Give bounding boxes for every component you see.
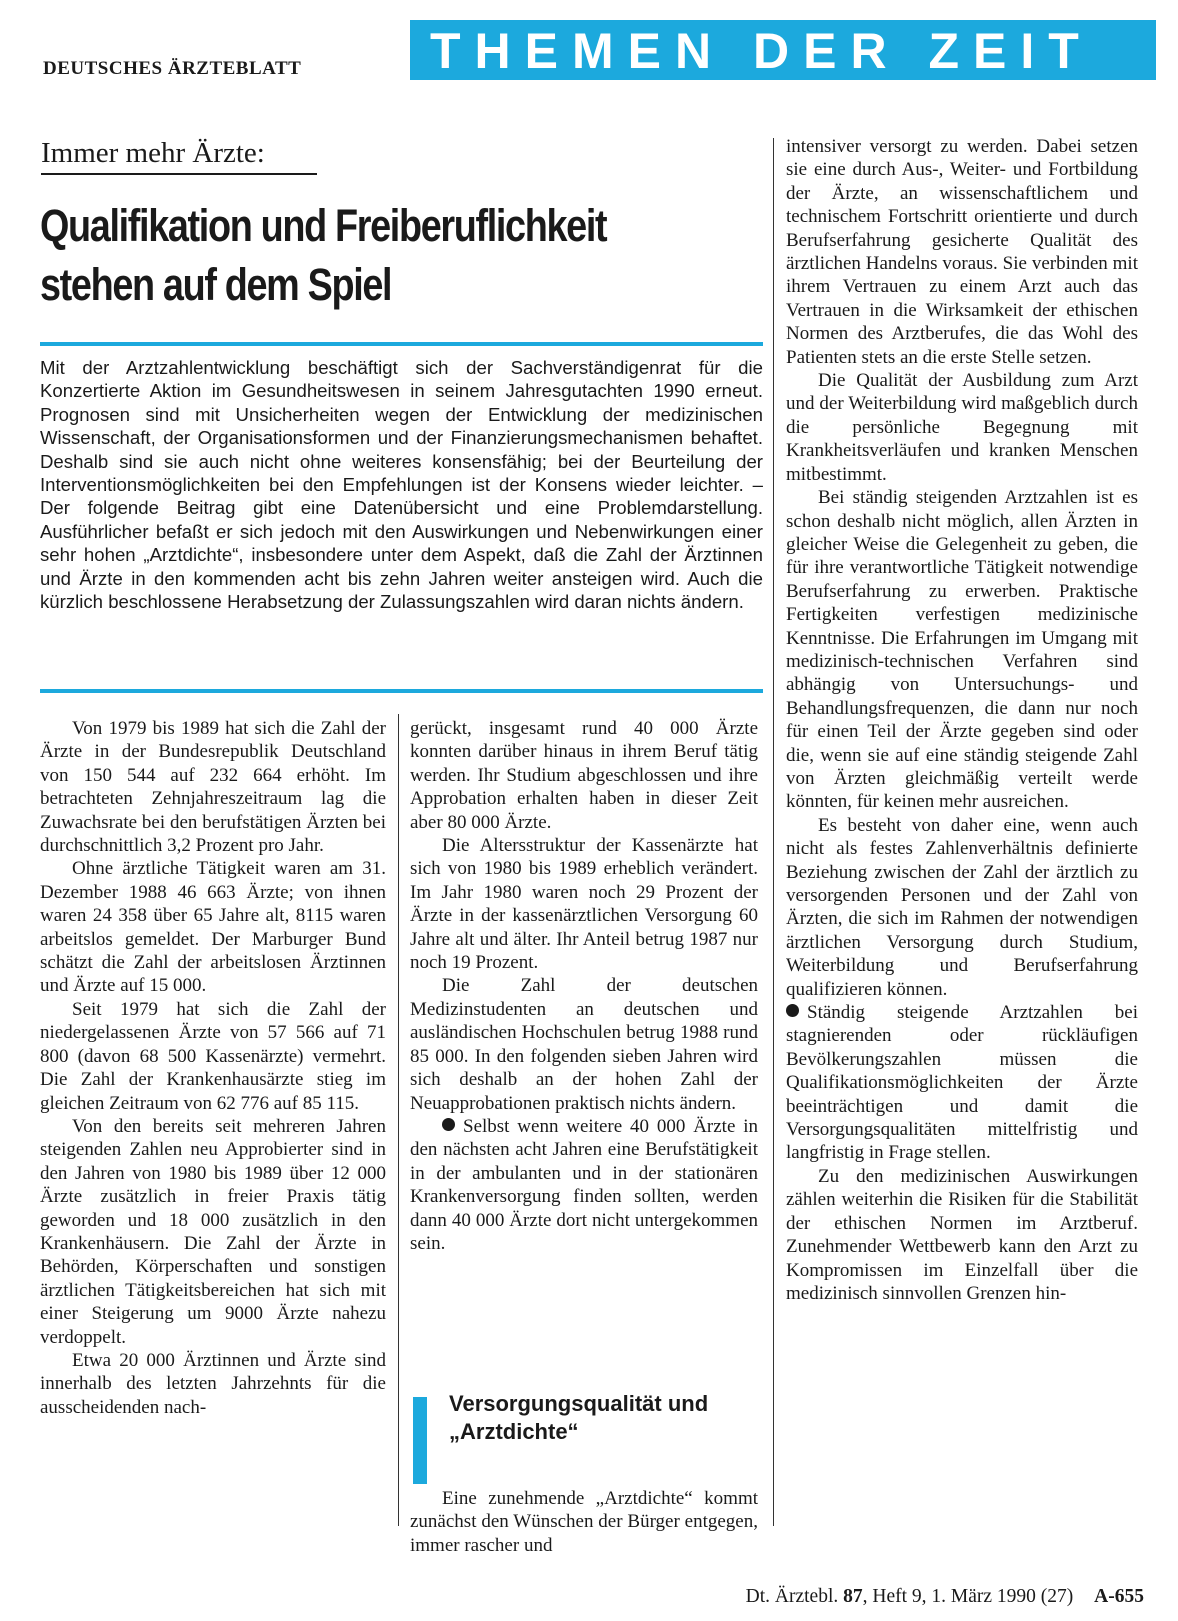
bullet-text: Ständig steigende Arztzahlen bei stagnierenden oder rückläufigen Bevölkerungszahlen müssen die Qualifikationsmöglichkeiten der Ärzte beeinträchtigen und damit die Versorgungsqualitäten mittelfristig und langfristig in Frage stellen.	[786, 1002, 1138, 1164]
journal-abbrev: Dt. Ärztebl.	[745, 1586, 839, 1607]
issue-info: , Heft 9, 1. März 1990 (27)	[862, 1586, 1074, 1607]
page-footer	[746, 1586, 1144, 1608]
headline-line-2: stehen auf dem Spiel	[40, 259, 392, 310]
journal-volume: 87	[843, 1586, 863, 1607]
paragraph: Von 1979 bis 1989 hat sich die Zahl der Ärzte in der Bundesrepublik Deutschland von 150 544 auf 232 664 erhöht. Im betrachteten Zehnjahreszeitraum lag die Zuwachsrate bei den berufstätigen Ärzten bei durchschnittlich 3,2 Prozent pro Jahr.	[40, 718, 386, 857]
paragraph: Die Qualität der Ausbildung zum Arzt und der Weiterbildung wird maßgeblich durch die persönliche Begegnung mit Krankheitsverläufen und kranken Menschen mitbestimmt.	[786, 370, 1138, 485]
paragraph: Die Altersstruktur der Kassenärzte hat sich von 1980 bis 1989 erheblich verändert. Im Jahr 1980 waren noch 29 Prozent der Ärzte in der kassenärztlichen Versorgung 60 Jahre alt und älter. Ihr Anteil betrug 1987 nur noch 19 Prozent.	[410, 835, 758, 974]
paragraph: Es besteht von daher eine, wenn auch nicht als festes Zahlenverhältnis definierte Beziehung zwischen der Zahl der ärztlich zu versorgenden Personen und der Zahl von Ärzten, die sich im Rahmen der notwendigen ärztlichen Versorgung durch Studium, Weiterbildung und Berufserfahrung qualifizieren können.	[786, 814, 1138, 1000]
body-column-3	[786, 135, 1138, 1305]
bullet-text: Selbst wenn weitere 40 000 Ärzte in den nächsten acht Jahren eine Berufstätigkeit in der ambulanten und in der stationären Krankenversorgung finden sollten, werden dann 40 000 Ärzte dort nicht untergekommen sein.	[410, 1115, 758, 1254]
article-headline	[40, 196, 653, 314]
bullet-paragraph	[786, 1001, 1138, 1165]
body-column-2	[410, 717, 758, 1255]
bullet-paragraph	[410, 1115, 758, 1255]
abstract-top-rule	[40, 342, 763, 346]
paragraph: Eine zunehmende „Arztdichte“ kommt zunächst den Wünschen der Bürger entgegen, immer rascher und	[410, 1488, 758, 1556]
paragraph: Etwa 20 000 Ärztinnen und Ärzte sind innerhalb des letzten Jahrzehnts für die ausscheidenden nach-	[40, 1349, 386, 1418]
paragraph: gerückt, insgesamt rund 40 000 Ärzte konnten darüber hinaus in ihrem Beruf tätig werden. Ihr Studium abgeschlossen und ihre Approbation erhalten haben in dieser Zeit aber 80 000 Ärzte.	[410, 718, 758, 833]
body-column-2-continued	[410, 1487, 758, 1557]
column-divider-2	[773, 138, 774, 1526]
page-number: A-655	[1094, 1586, 1144, 1607]
kicker-underline	[41, 173, 317, 175]
column-divider-1	[398, 714, 399, 1526]
paragraph: Ohne ärztliche Tätigkeit waren am 31. Dezember 1988 46 663 Ärzte; von ihnen waren 24 358 über 65 Jahre alt, 8115 waren arbeitslos gemeldet. Der Marburger Bund schätzt die Zahl der arbeitslosen Ärztinnen und Ärzte auf 15 000.	[40, 858, 386, 997]
paragraph: Die Zahl der deutschen Medizinstudenten an deutschen und ausländischen Hochschulen betrug 1988 rund 85 000. In den folgenden sieben Jahren wird sich deshalb an der hohen Zahl der Neuapprobationen praktisch nichts ändern.	[410, 975, 758, 1114]
paragraph: Von den bereits seit mehreren Jahren steigenden Zahlen neu Approbierter sind in den Jahren von 1980 bis 1989 über 12 000 Ärzte zusätzlich in freier Praxis tätig geworden und 18 000 zusätzlich in den Krankenhäusern. Die Zahl der Ärzte in Behörden, Körperschaften und sonstigen ärztlichen Tätigkeitsbereichen hat sich mit einer Steigerung um 9000 Ärzte nahezu verdoppelt.	[40, 1115, 386, 1348]
article-kicker: Immer mehr Ärzte:	[41, 137, 265, 169]
paragraph: intensiver versorgt zu werden. Dabei setzen sie eine durch Aus-, Weiter- und Fortbildung der Ärzte, an wissenschaftlichem und technischem Fortschritt orientierte und durch Berufserfahrung gesicherte Qualität des ärztlichen Handelns voraus. Sie verbinden mit ihrem Vertrauen zu einem Arzt auch das Vertrauen in die Wirksamkeit der ethischen Normen des Arztberufes, die das Wohl des Patienten stets an die erste Stelle setzen.	[786, 136, 1138, 368]
paragraph: Seit 1979 hat sich die Zahl der niedergelassenen Ärzte von 57 566 auf 71 800 (davon 68 500 Kassenärzte) vermehrt. Die Zahl der Krankenhausärzte stieg im gleichen Zeitraum von 62 776 auf 85 115.	[40, 998, 386, 1114]
paragraph: Bei ständig steigenden Arztzahlen ist es schon deshalb nicht möglich, allen Ärzten in gleicher Weise die Gelegenheit zu geben, die für ihre verantwortliche Tätigkeit notwendige Berufserfahrung zu erwerben. Praktische Fertigkeiten verfestigen medizinische Kenntnisse. Die Erfahrungen im Umgang mit medizinisch-technischen Verfahren sind abhängig von Untersuchungs- und Behandlungsfrequenzen, die dann nur noch für einen Teil der Ärzte gegeben sind oder die, wenn sie auf eine ständig steigende Zahl von Ärzten gleichmäßig verteilt werde könnten, für keinen mehr ausreichen.	[786, 487, 1138, 813]
body-column-1	[40, 717, 386, 1419]
section-subheading: Versorgungsqualität und „Arztdichte“	[449, 1391, 709, 1444]
subhead-accent-bar	[413, 1397, 427, 1484]
section-title: THEMEN DER ZEIT	[430, 23, 1093, 79]
bullet-icon	[442, 1118, 455, 1131]
paragraph: Zu den medizinischen Auswirkungen zählen weiterhin die Risiken für die Stabilität der ethischen Normen im Arztberuf. Zunehmender Wettbewerb kann den Arzt zu Kompromissen im Einzelfall über die medizinisch sinnvollen Grenzen hin-	[786, 1165, 1138, 1304]
publication-name: DEUTSCHES ÄRZTEBLATT	[43, 58, 302, 79]
article-abstract: Mit der Arztzahlentwicklung beschäftigt sich der Sachverständigenrat für die Konzertierte Aktion im Gesundheitswesen in seinem Jahresgutachten 1990 erneut. Prognosen sind mit Unsicherheiten wegen der Entwicklung der medizinischen Wissenschaft, der Organisationsformen und der Finanzierungsmechanismen behaftet. Deshalb sind sie auch nicht ohne weiteres konsensfähig; bei der Beurteilung der Interventionsmöglichkeiten bei den Empfehlungen ist der Konsens wieder leichter. – Der folgende Beitrag gibt eine Datenübersicht und eine Problemdarstellung. Ausführlicher befaßt er sich jedoch mit den Auswirkungen und Nebenwirkungen einer sehr hohen „Arztdichte“, insbesondere unter dem Aspekt, daß die Zahl der Ärztinnen und Ärzte in den kommenden acht bis zehn Jahren weiter ansteigen wird. Auch die kürzlich beschlossene Herabsetzung der Zulassungszahlen wird daran nichts ändern.	[40, 357, 763, 613]
headline-line-1: Qualifikation und Freiberuflichkeit	[40, 200, 607, 251]
bullet-icon	[786, 1004, 799, 1017]
abstract-bottom-rule	[40, 689, 763, 693]
